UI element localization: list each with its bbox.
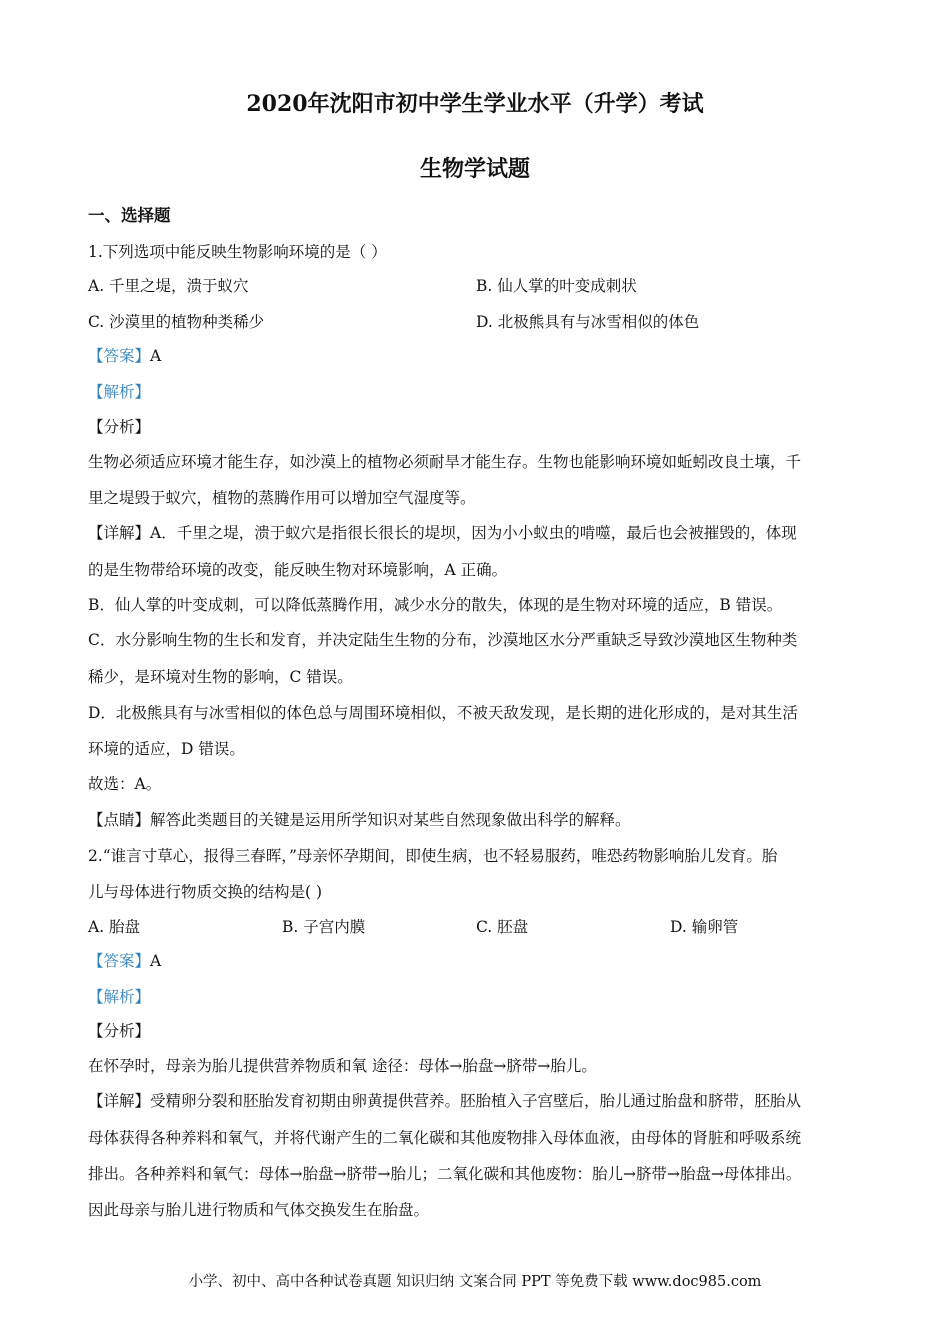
answer-tag: 【答案】	[88, 347, 151, 365]
q1-detail-text: B．仙人掌的叶变成刺，可以降低蒸腾作用，减少水分的散失，体现的是生物对环境的适应，B 错误。	[88, 596, 783, 614]
page-footer: 小学、初中、高中各种试卷真题 知识归纳 文案合同 PPT 等免费下载 www.doc985.com	[188, 1274, 762, 1290]
q1-fenxi-text: 生物必须适应环境才能生存，如沙漠上的植物必须耐旱才能生存。生物也能影响环境如蚯蚓改良土壤，千	[88, 453, 802, 471]
q1-answer: A	[150, 347, 162, 365]
q1-detail-text: C．水分影响生物的生长和发育，并决定陆生生物的分布，沙漠地区水分严重缺乏导致沙漠地区生物种类	[88, 631, 798, 649]
q2-answer: A	[150, 952, 162, 970]
q1-detail-text: 稀少，是环境对生物的影响，C 错误。	[88, 668, 353, 686]
q1-dianjing: 【点睛】解答此类题目的关键是运用所学知识对某些自然现象做出科学的解释。	[88, 811, 631, 829]
q1-choice: 故选：A。	[88, 775, 162, 793]
q2-stem: 2.“谁言寸草心，报得三春晖，”母亲怀孕期间，即使生病，也不轻易服药，唯恐药物影响胎儿发育。胎	[88, 847, 778, 865]
q1-option-a: A. 千里之堤，溃于蚁穴	[88, 277, 249, 295]
q2-option-b: B. 子宫内膜	[282, 918, 366, 936]
q1-answer-line	[88, 346, 868, 366]
q1-detail-text: 【详解】A．千里之堤，溃于蚁穴是指很长很长的堤坝，因为小小蚁虫的啃噬，最后也会被摧毁的，体现	[88, 524, 797, 542]
q1-stem: 1.下列选项中能反映生物影响环境的是（ ）	[88, 243, 387, 261]
q1-option-d: D. 北极熊具有与冰雪相似的体色	[476, 313, 700, 331]
q2-detail-text: 母体获得各种养料和氧气，并将代谢产生的二氧化碳和其他废物排入母体血液，由母体的肾脏和呼吸系统	[88, 1129, 802, 1147]
q2-detail-text: 因此母亲与胎儿进行物质和气体交换发生在胎盘。	[88, 1201, 430, 1219]
q1-detail-text: 的是生物带给环境的改变，能反映生物对环境影响，A 正确。	[88, 561, 508, 579]
answer-tag: 【答案】	[88, 952, 151, 970]
q2-detail-text: 排出。各种养料和氧气：母体→胎盘→脐带→胎儿；二氧化碳和其他废物：胎儿→脐带→胎盘→母体排出。	[88, 1165, 802, 1183]
fenxi-tag: 【分析】	[88, 1022, 151, 1040]
q2-detail-text: 【详解】受精卵分裂和胚胎发育初期由卵黄提供营养。胚胎植入子宫壁后，胎儿通过胎盘和脐带，胚胎从	[88, 1092, 802, 1110]
fenxi-tag: 【分析】	[88, 418, 151, 436]
exam-subtitle: 生物学试题	[419, 156, 530, 182]
q1-option-c: C. 沙漠里的植物种类稀少	[88, 313, 265, 331]
section-heading: 一、选择题	[88, 206, 171, 225]
exam-title: 2020年沈阳市初中学生学业水平（升学）考试	[246, 91, 704, 117]
q2-fenxi-text: 在怀孕时，母亲为胎儿提供营养物质和氧 途径：母体→胎盘→脐带→胎儿。	[88, 1057, 597, 1075]
q2-option-d: D. 输卵管	[670, 918, 739, 936]
q1-fenxi-text: 里之堤毁于蚁穴，植物的蒸腾作用可以增加空气湿度等。	[88, 489, 476, 507]
q2-option-c: C. 胚盘	[476, 918, 529, 936]
q2-answer-line	[88, 951, 868, 971]
analysis-tag: 【解析】	[88, 383, 151, 401]
q2-option-a: A. 胎盘	[88, 918, 141, 936]
q2-stem: 儿与母体进行物质交换的结构是( )	[88, 883, 323, 901]
q1-detail-text: 环境的适应，D 错误。	[88, 740, 245, 758]
q1-detail-text: D．北极熊具有与冰雪相似的体色总与周围环境相似，不被天敌发现，是长期的进化形成的，是对其生活	[88, 704, 798, 722]
analysis-tag: 【解析】	[88, 988, 151, 1006]
q1-option-b: B. 仙人掌的叶变成刺状	[476, 277, 637, 295]
